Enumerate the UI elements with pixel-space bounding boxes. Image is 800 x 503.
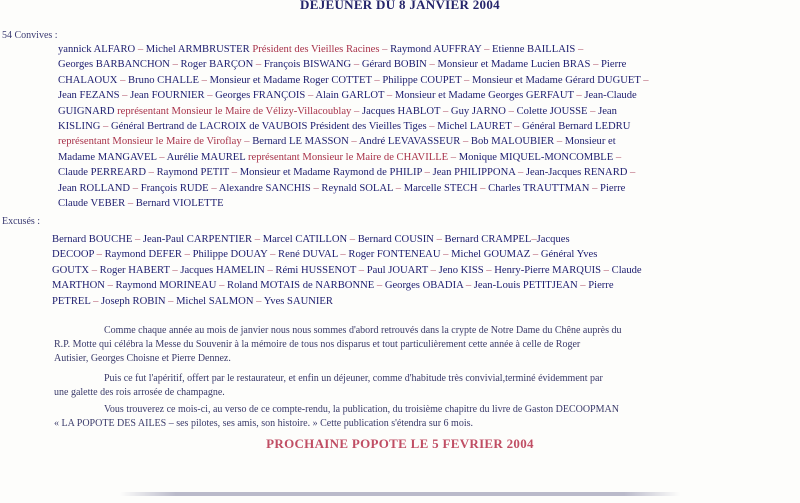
attendee-name: Bob MALOUBIER [470,136,555,148]
name-separator: – [613,151,622,163]
name-separator: – [384,90,395,102]
name-separator: – [483,264,495,276]
attendee-name: Bernard COUSIN [357,234,434,245]
name-separator: – [253,59,264,71]
attendee-name: Marcel CATILLON [262,234,348,245]
attendee-name: Général Yves [540,249,598,261]
attendee-name: Monsieur et Madame Georges GERFAUT [394,90,574,102]
attendee-name: Jeno KISS [438,264,484,276]
attendee-name: Jean PHILIPPONA [432,167,516,179]
attendee-name: Monsieur et Madame Roger COTTET [209,74,372,86]
attendee-name: PETREL [52,295,91,307]
attendee-name: Bernard VIOLETTE [135,198,224,210]
paragraph-meal [54,372,800,400]
attendee-name: Georges FRANÇOIS [215,90,306,102]
attendee-name: Michel LAURET [437,121,512,133]
name-separator: – [356,264,367,276]
paragraph-line: Autisier, Georges Choisne et Pierre Dennez. [54,353,231,364]
paragraph-line: « LA POPOTE DES AILES – ses pilotes, ses amis, son histoire. » Cette publication s'étendra sur 6 mois. [54,418,473,429]
name-separator: – [440,249,452,261]
attendee-name: KISLING [58,121,101,133]
attendee-name: yannick ALFARO [58,44,136,55]
attendee-name: DECOOP [52,249,94,261]
attendee-name: Etienne BAILLAIS [492,44,576,55]
name-separator: – [379,44,391,55]
attendee-name: Général Bernard LEDRU [522,121,631,133]
name-separator: – [393,182,404,194]
name-separator: – [156,151,167,163]
attendee-name: Monique MIQUEL-MONCOMBLE [458,151,614,163]
attendee-name: André LEVAVASSEUR [358,136,461,148]
paragraph-line: une galette des rois arrosée de champagne. [54,387,225,398]
convives-label: 54 Convives : [2,30,58,41]
attendee-name: CHALAOUX [58,74,118,86]
name-separator: – [125,198,136,210]
name-separator: – [94,249,105,261]
name-separator: – [575,44,584,55]
attendee-name: Jacques HABLOT [361,105,441,117]
attendee-name: Jean [598,105,617,117]
attendee-name: Joseph ROBIN [101,295,166,307]
name-separator: – [627,167,636,179]
name-separator: – [89,264,100,276]
role-text: Président des Vieilles Racines [249,44,380,55]
name-separator: – [204,90,216,102]
name-separator: – [264,264,276,276]
name-separator: – [241,136,253,148]
name-separator: – [208,182,219,194]
name-separator: – [351,105,362,117]
attendee-name: Jean-Claude [584,90,637,102]
name-separator: – [601,264,612,276]
attendee-name: Jean-Jacques RENARD [525,167,628,179]
attendee-name: Pierre [588,280,614,292]
name-separator: – [515,167,526,179]
name-separator: – [587,105,599,117]
name-separator: – [371,74,383,86]
excuses-line [52,294,800,309]
attendee-name: Claude VEBER [58,198,126,210]
attendee-name: MARTHON [52,280,105,292]
attendee-name: Paul JOUART [366,264,428,276]
name-separator: – [573,90,585,102]
attendee-name: Reynald SOLAL [321,182,394,194]
excuses-list [52,232,800,309]
attendee-name: Bernard CRAMPEL [444,234,532,245]
convives-line [58,104,800,119]
name-separator: – [426,121,438,133]
attendee-name: Monsieur et Madame Gérard DUGUET [471,74,641,86]
name-separator: – [428,264,439,276]
paragraph-line: Puis ce fut l'apéritif, offert par le restaurateur, et enfin un déjeuner, comme d'habitude très convivial,terminé évidemment par [104,373,603,384]
convives-line [58,165,800,180]
attendee-name: Gérard BOBIN [361,59,427,71]
attendee-name: Pierre [600,182,626,194]
name-separator: – [640,74,649,86]
name-separator: – [422,167,433,179]
convives-line [58,73,800,88]
name-separator: – [590,59,602,71]
name-separator: – [530,249,541,261]
name-separator: – [463,280,474,292]
name-separator: – [135,44,146,55]
name-separator: – [440,105,451,117]
attendee-name: Philippe COUPET [382,74,462,86]
attendee-name: Bernard BOUCHE [52,234,133,245]
convives-line [58,88,800,103]
role-text: représentant Monsieur le Maire de Vélizy-Villacoublay [114,105,352,117]
name-separator: – [433,234,445,245]
attendee-name: Jean FOURNIER [130,90,205,102]
attendee-name: Jean FEZANS [58,90,120,102]
attendee-name: Jean-Louis PETITJEAN [473,280,578,292]
excuses-label: Excusés : [2,216,41,227]
attendee-name: Colette JOUSSE [516,105,588,117]
attendee-name: Bernard LE MASSON [252,136,349,148]
attendee-name: Bruno CHALLE [128,74,199,86]
attendee-name: Philippe DOUAY [192,249,268,261]
convives-list [58,42,800,211]
attendee-name: René DUVAL [278,249,338,261]
attendee-name: Roger BARÇON [180,59,254,71]
name-separator: – [351,59,362,71]
name-separator: – [461,74,472,86]
attendee-name: François BISWANG [263,59,352,71]
name-separator: – [253,295,264,307]
name-separator: – [374,280,385,292]
name-separator: – [146,167,157,179]
excuses-line [52,247,800,262]
attendee-name: François RUDE [140,182,209,194]
attendee-name: Alexandre SANCHIS [218,182,311,194]
name-separator: – [589,182,601,194]
name-separator: – [216,280,228,292]
name-separator: – [267,249,279,261]
attendee-name: Monsieur et Madame Lucien BRAS [437,59,591,71]
attendee-name: Jacques [536,234,570,245]
attendee-name: Michel SALMON [176,295,254,307]
name-separator: – [169,59,181,71]
name-separator: – [577,280,589,292]
name-separator: – [554,136,565,148]
attendee-name: Monsieur et Madame Raymond de PHILIP [239,167,423,179]
attendee-name: Madame MANGAVEL [58,151,157,163]
attendee-name: Michel GOUMAZ [451,249,531,261]
excuses-line [52,278,800,293]
attendee-name: Roger HABERT [99,264,170,276]
convives-line [58,181,800,196]
excuses-line [52,232,800,247]
attendee-name: Georges BARBANCHON [58,59,170,71]
attendee-name: Rémi HUSSENOT [275,264,357,276]
role-text: représentant Monsieur le Maire de Viroflay [58,136,242,148]
name-separator: – [531,234,537,245]
name-separator: – [119,90,131,102]
name-separator: – [198,74,210,86]
attendee-name: Claude [611,264,642,276]
next-event-heading: PROCHAINE POPOTE LE 5 FEVRIER 2004 [266,436,534,451]
attendee-name: Georges OBADIA [384,280,464,292]
attendee-name: Aurélie MAUREL [166,151,246,163]
convives-line [58,42,800,57]
attendee-name: Claude PERREARD [58,167,146,179]
name-separator: – [448,151,459,163]
footer-rule [120,492,680,496]
attendee-name: Général Bertrand de LACROIX de VAUBOIS Président des Vieilles Tiges [110,121,427,133]
attendee-name: Raymond MORINEAU [115,280,217,292]
name-separator: – [347,234,358,245]
attendee-name: Raymond DEFER [104,249,182,261]
name-separator: – [305,90,316,102]
paragraph-line: Comme chaque année au mois de janvier nous nous sommes d'abord retrouvés dans la crypte de Notre Dame du Chêne auprès du [104,325,622,336]
name-separator: – [165,295,177,307]
name-separator: – [426,59,438,71]
convives-line [58,196,800,211]
name-separator: – [117,74,129,86]
name-separator: – [130,182,141,194]
excuses-line [52,263,800,278]
convives-line [58,119,800,134]
paragraph-line: Vous trouverez ce mois-ci, au verso de ce compte-rendu, la publication, du troisième chapitre du livre de Gaston DECOOPMAN [104,404,619,415]
name-separator: – [169,264,181,276]
paragraph-publication [54,403,800,431]
paragraph-mass [54,324,800,366]
attendee-name: Jacques HAMELIN [180,264,265,276]
convives-line [58,150,800,165]
name-separator: – [477,182,489,194]
attendee-name: Jean-Paul CARPENTIER [142,234,253,245]
name-separator: – [511,121,523,133]
attendee-name: Jean ROLLAND [58,182,131,194]
attendee-name: GOUTX [52,264,90,276]
name-separator: – [229,167,240,179]
attendee-name: Raymond PETIT [156,167,230,179]
role-text: représentant Monsieur le Maire de CHAVILLE [245,151,449,163]
attendee-name: Monsieur et [564,136,616,148]
name-separator: – [310,182,322,194]
name-separator: – [104,280,116,292]
name-separator: – [337,249,349,261]
attendee-name: Roger FONTENEAU [348,249,441,261]
name-separator: – [90,295,102,307]
name-separator: – [252,234,263,245]
convives-line [58,134,800,149]
attendee-name: Roland MOTAIS de NARBONNE [227,280,375,292]
attendee-name: Guy JARNO [450,105,506,117]
name-separator: – [460,136,471,148]
attendee-name: Yves SAUNIER [263,295,333,307]
attendee-name: Marcelle STECH [403,182,478,194]
attendee-name: Pierre [601,59,627,71]
name-separator: – [100,121,111,133]
page-title: DEJEUNER DU 8 JANVIER 2004 [300,0,500,12]
convives-line [58,57,800,72]
attendee-name: Michel ARMBRUSTER [145,44,250,55]
attendee-name: GUIGNARD [58,105,115,117]
name-separator: – [505,105,517,117]
attendee-name: Alain GARLOT [315,90,385,102]
name-separator: – [481,44,493,55]
attendee-name: Henry-Pierre MARQUIS [494,264,602,276]
name-separator: – [182,249,193,261]
attendee-name: Charles TRAUTTMAN [488,182,590,194]
name-separator: – [348,136,359,148]
attendee-name: Raymond AUFFRAY [390,44,482,55]
paragraph-line: R.P. Motte qui célébra la Messe du Souvenir à la mémoire de tous nos disparus et tout particulièrement cette année à celle de Roger [54,339,581,350]
name-separator: – [132,234,143,245]
